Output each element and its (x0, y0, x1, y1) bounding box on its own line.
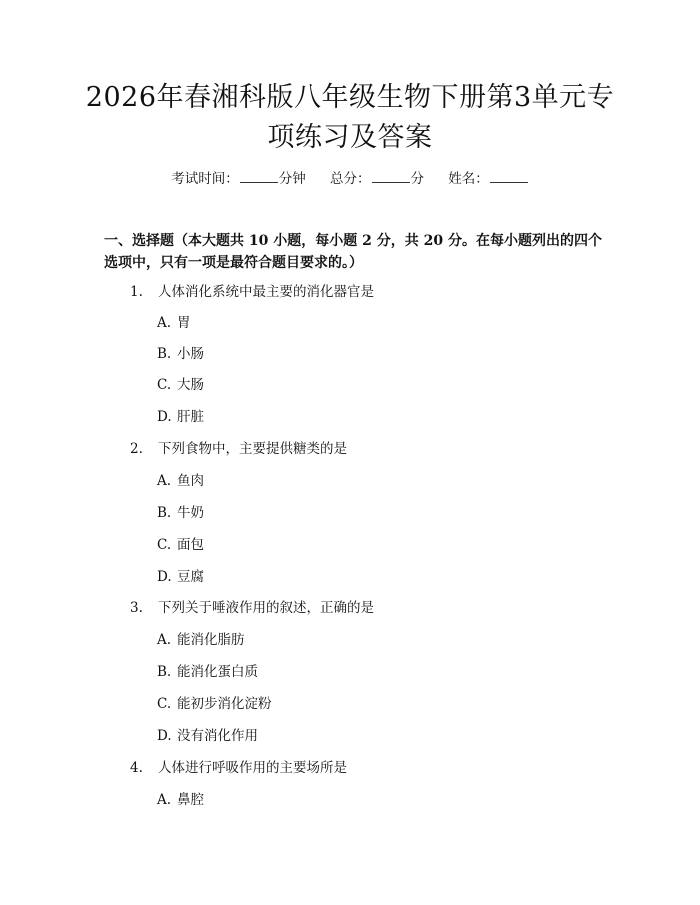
option (157, 567, 204, 587)
question-text: 下列关于唾液作用的叙述，正确的是 (158, 600, 374, 616)
option-text: 肝脏 (177, 409, 204, 425)
option-text: 能消化脂肪 (177, 632, 245, 648)
option-text: 面包 (177, 537, 204, 553)
option (157, 407, 204, 427)
option (157, 662, 258, 682)
total-score-field (330, 168, 424, 189)
option-letter: C. (157, 537, 172, 553)
option-letter: A. (157, 315, 172, 331)
option-text: 豆腐 (177, 569, 204, 585)
question (130, 758, 347, 778)
option (157, 313, 191, 333)
student-name-label: 姓名： (448, 171, 489, 187)
option-text: 鱼肉 (177, 473, 204, 489)
option-letter: A. (157, 632, 172, 648)
exam-time-label: 考试时间： (171, 171, 239, 187)
option (157, 790, 204, 810)
option-text: 大肠 (177, 377, 204, 393)
total-score-label: 总分： (330, 171, 371, 187)
title-line-2: 项练习及答案 (267, 122, 433, 153)
option-text: 小肠 (177, 346, 204, 362)
exam-time-blank (240, 168, 278, 183)
exam-time-field (171, 168, 306, 189)
option-text: 能初步消化淀粉 (177, 696, 272, 712)
option (157, 375, 204, 395)
question (130, 598, 374, 618)
option-letter: D. (157, 728, 172, 744)
option-letter: A. (157, 473, 172, 489)
option (157, 535, 204, 555)
option (157, 344, 204, 364)
section-heading-multiple-choice: 一、选择题（本大题共 10 小题，每小题 2 分，共 20 分。在每小题列出的四个选项中，只有一项是最符合题目要求的。） (104, 233, 602, 271)
option-text: 鼻腔 (177, 792, 204, 808)
question-number: 2. (130, 441, 143, 457)
student-name-blank (490, 168, 528, 183)
question-text: 人体消化系统中最主要的消化器官是 (158, 284, 374, 300)
option-letter: D. (157, 409, 172, 425)
option-text: 没有消化作用 (177, 728, 258, 744)
document-title (70, 78, 630, 158)
option (157, 694, 272, 714)
option-letter: C. (157, 696, 172, 712)
question-number: 1. (130, 284, 143, 300)
total-score-unit: 分 (410, 171, 424, 187)
option (157, 471, 204, 491)
option-text: 胃 (177, 315, 191, 331)
question-text: 下列食物中，主要提供糖类的是 (158, 441, 347, 457)
question (130, 439, 347, 459)
option-text: 能消化蛋白质 (177, 664, 258, 680)
question (130, 282, 374, 302)
option-letter: C. (157, 377, 172, 393)
option (157, 726, 258, 746)
option-letter: D. (157, 569, 172, 585)
option (157, 630, 245, 650)
option-letter: B. (157, 664, 172, 680)
option (157, 503, 204, 523)
question-number: 4. (130, 760, 143, 776)
option-text: 牛奶 (177, 505, 204, 521)
option-letter: B. (157, 505, 172, 521)
title-line-1: 2026年春湘科版八年级生物下册第3单元专 (85, 82, 615, 113)
exam-time-unit: 分钟 (278, 171, 306, 187)
option-letter: A. (157, 792, 172, 808)
student-name-field (448, 168, 529, 189)
option-letter: B. (157, 346, 172, 362)
question-text: 人体进行呼吸作用的主要场所是 (158, 760, 347, 776)
exam-meta-line (0, 168, 700, 189)
total-score-blank (372, 168, 410, 183)
question-number: 3. (130, 600, 143, 616)
